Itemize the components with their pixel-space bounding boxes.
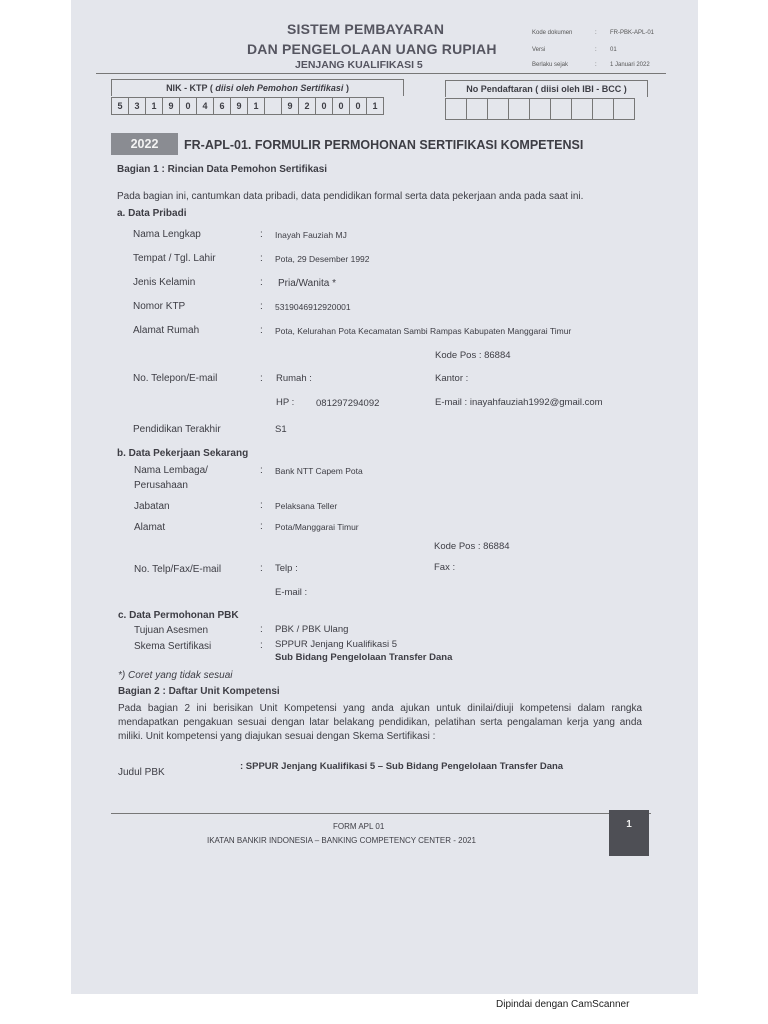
- nik-digit: 4: [197, 98, 214, 115]
- jenis-kelamin-label: Jenis Kelamin: [133, 277, 196, 288]
- pendaftaran-box: [593, 99, 614, 120]
- nik-digit: 3: [129, 98, 146, 115]
- rumah-label: Rumah :: [276, 373, 312, 384]
- footer-rule: [111, 813, 651, 814]
- nik-digit: 0: [333, 98, 350, 115]
- meta-kode-value: FR-PBK-APL-01: [610, 30, 655, 36]
- camscanner-watermark: Dipindai dengan CamScanner: [496, 999, 630, 1010]
- bagian2-text: Pada bagian 2 ini berisikan Unit Kompetensi yang anda ajukan untuk dinilai/diuji kompetensi dalam rangka mendapatkan pengakuan sesuai dengan latar belakang pendidikan, pelatihan serta pengalaman kerja yang anda miliki. Unit kompetensi yang diajukan sesuai dengan Skema Sertifikasi :: [118, 703, 642, 742]
- pendidikan-value: S1: [275, 424, 287, 435]
- meta-berlaku-value: 1 Januari 2022: [610, 62, 650, 68]
- ktp-label: Nomor KTP: [133, 301, 186, 312]
- footer-form: FORM APL 01: [333, 822, 385, 831]
- nik-label-post: ): [343, 83, 349, 93]
- meta-kode-label: Kode dokumen: [532, 30, 573, 36]
- data-pekerjaan-title: b. Data Pekerjaan Sekarang: [117, 448, 249, 459]
- fax-label: Fax :: [434, 562, 456, 573]
- nik-digit: 1: [146, 98, 163, 115]
- alamat-rumah-value: Pota, Kelurahan Pota Kecamatan Sambi Rampas Kabupaten Manggarai Timur: [275, 326, 572, 336]
- pendaftaran-boxes: [445, 98, 635, 120]
- hp-value: 081297294092: [316, 398, 380, 409]
- nik-label-emphasis: diisi oleh Pemohon Sertifikasi: [215, 83, 344, 93]
- sep: :: [260, 325, 263, 336]
- email-kantor-label: E-mail :: [275, 587, 308, 598]
- bagian1-intro: Pada bagian ini, cantumkan data pribadi, data pendidikan formal serta data pekerjaan anda pada saat ini.: [117, 191, 584, 202]
- alamat-kantor-value: Pota/Manggarai Timur: [275, 522, 359, 532]
- nik-digit: 9: [163, 98, 180, 115]
- pendaftaran-box: [572, 99, 593, 120]
- data-pribadi-title: a. Data Pribadi: [117, 208, 187, 219]
- pendaftaran-box: [488, 99, 509, 120]
- tujuan-label: Tujuan Asesmen: [134, 625, 209, 636]
- lembaga-value: Bank NTT Capem Pota: [275, 466, 363, 476]
- nik-digit: 9: [231, 98, 248, 115]
- sep: :: [260, 373, 263, 384]
- nik-label-pre: NIK - KTP (: [166, 83, 216, 93]
- pendaftaran-header: No Pendaftaran ( diisi oleh IBI - BCC ): [445, 80, 648, 97]
- nik-digit: 0: [350, 98, 367, 115]
- sep: :: [260, 465, 263, 476]
- page-number: 1: [609, 810, 649, 856]
- header-rule: [96, 73, 666, 74]
- meta-berlaku-label: Berlaku sejak: [532, 62, 569, 68]
- hp-label: HP :: [276, 397, 295, 408]
- nik-digit: 1: [367, 98, 384, 115]
- telp-kantor-label: No. Telp/Fax/E-mail: [134, 564, 222, 575]
- ttl-label: Tempat / Tgl. Lahir: [133, 253, 216, 264]
- nik-digit-boxes: [111, 97, 384, 115]
- skema-value-1: SPPUR Jenjang Kualifikasi 5: [275, 639, 397, 650]
- nama-value: Inayah Fauziah MJ: [275, 230, 347, 240]
- nik-digit: 6: [214, 98, 231, 115]
- email-pribadi: E-mail : inayahfauziah1992@gmail.com: [435, 397, 603, 408]
- skema-label: Skema Sertifikasi: [134, 641, 212, 652]
- nik-digit: 5: [112, 98, 129, 115]
- nik-digit: 0: [180, 98, 197, 115]
- nik-digit: 1: [248, 98, 265, 115]
- pendidikan-label: Pendidikan Terakhir: [133, 424, 221, 435]
- data-permohonan-title: c. Data Permohonan PBK: [118, 610, 239, 621]
- pendaftaran-box: [614, 99, 635, 120]
- ttl-value: Pota, 29 Desember 1992: [275, 254, 370, 264]
- sep: :: [260, 277, 263, 288]
- meta-versi-value: 01: [610, 47, 617, 53]
- coret-note: *) Coret yang tidak sesuai: [118, 670, 233, 681]
- kantor-label: Kantor :: [435, 373, 469, 384]
- jenis-kelamin-value: Pria/Wanita *: [278, 278, 336, 289]
- skema-value-2: Sub Bidang Pengelolaan Transfer Dana: [275, 652, 453, 663]
- form-title: FR-APL-01. FORMULIR PERMOHONAN SERTIFIKASI KOMPETENSI: [184, 138, 584, 152]
- judul-pbk-label: Judul PBK: [118, 767, 165, 778]
- jabatan-value: Pelaksana Teller: [275, 501, 338, 511]
- nik-digit: 9: [282, 98, 299, 115]
- bagian1-title: Bagian 1 : Rincian Data Pemohon Sertifikasi: [117, 164, 328, 175]
- pendaftaran-box: [509, 99, 530, 120]
- telp-label: Telp :: [275, 563, 298, 574]
- meta-versi-label: Versi: [532, 47, 546, 53]
- lembaga-label-1: Nama Lembaga/: [134, 465, 208, 476]
- jabatan-label: Jabatan: [134, 501, 170, 512]
- meta-sep: :: [595, 30, 597, 36]
- pendaftaran-box: [530, 99, 551, 120]
- kodepos-kantor: Kode Pos : 86884: [434, 541, 510, 552]
- ktp-value: 5319046912920001: [275, 302, 351, 312]
- header-line-3: JENJANG KUALIFIKASI 5: [295, 59, 423, 71]
- alamat-kantor-label: Alamat: [134, 522, 166, 533]
- alamat-rumah-label: Alamat Rumah: [133, 325, 200, 336]
- nik-digit: [265, 98, 282, 115]
- nik-digit: 2: [299, 98, 316, 115]
- footer-org: IKATAN BANKIR INDONESIA – BANKING COMPETENCY CENTER - 2021: [207, 836, 476, 845]
- sep: :: [260, 521, 263, 532]
- nik-digit: 0: [316, 98, 333, 115]
- sep: :: [260, 229, 263, 240]
- meta-sep: :: [595, 47, 597, 53]
- tujuan-value: PBK / PBK Ulang: [275, 624, 349, 635]
- sep: :: [260, 563, 263, 574]
- telepon-label: No. Telepon/E-mail: [133, 373, 218, 384]
- sep: :: [260, 301, 263, 312]
- kodepos-rumah: Kode Pos : 86884: [435, 350, 511, 361]
- pendaftaran-box: [551, 99, 572, 120]
- judul-pbk-value: : SPPUR Jenjang Kualifikasi 5 – Sub Bidang Pengelolaan Transfer Dana: [240, 761, 564, 772]
- sep: :: [260, 640, 263, 651]
- sep: :: [260, 500, 263, 511]
- nama-label: Nama Lengkap: [133, 229, 201, 240]
- pendaftaran-box: [446, 99, 467, 120]
- scanned-form-page: [71, 0, 698, 994]
- lembaga-label-2: Perusahaan: [134, 480, 188, 491]
- nik-header: [111, 79, 404, 96]
- year-badge: 2022: [111, 133, 178, 155]
- pendaftaran-box: [467, 99, 488, 120]
- bagian2-title: Bagian 2 : Daftar Unit Kompetensi: [118, 686, 280, 697]
- sep: :: [260, 253, 263, 264]
- sep: :: [260, 624, 263, 635]
- meta-sep: :: [595, 62, 597, 68]
- header-line-2: DAN PENGELOLAAN UANG RUPIAH: [247, 41, 497, 57]
- header-line-1: SISTEM PEMBAYARAN: [287, 21, 445, 37]
